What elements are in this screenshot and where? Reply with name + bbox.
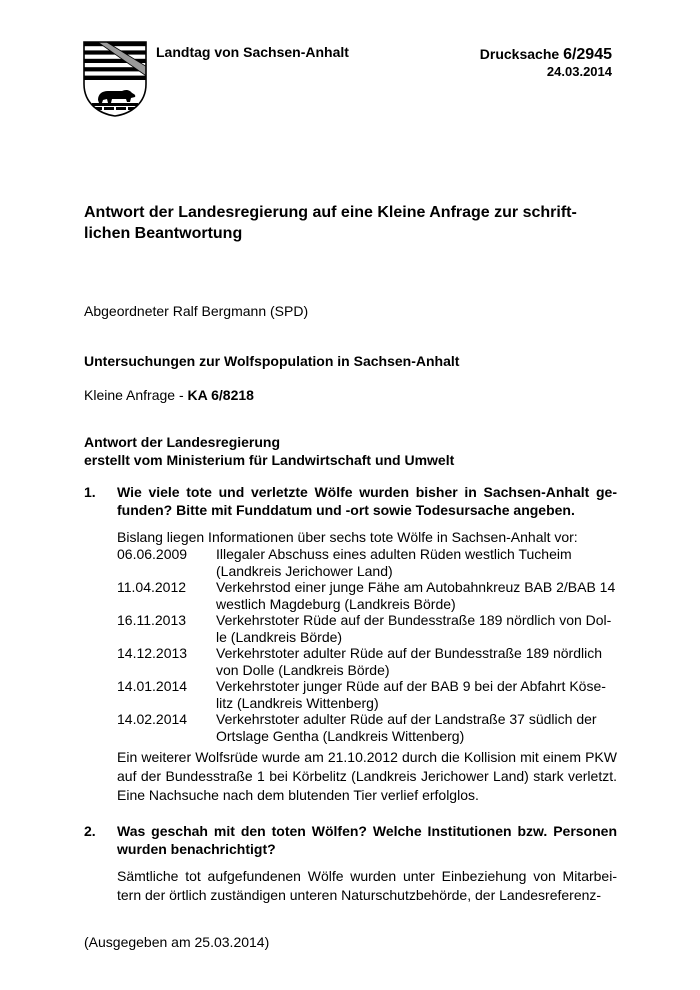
event-text: Verkehrstoter adulter Rüde auf der Landstraße 37 südlich der Ortslage Gentha (Landkreis Wittenberg) xyxy=(216,711,597,744)
document-date: 24.03.2014 xyxy=(546,64,612,79)
question-text: Was geschah mit den toten Wölfen? Welche Institutionen bzw. Personen wurden benachrichtigt? xyxy=(117,823,617,857)
question-number: 2. xyxy=(84,823,96,839)
coat-of-arms-icon xyxy=(82,40,148,118)
event-date: 06.06.2009 xyxy=(117,546,188,562)
document-title: Antwort der Landesregierung auf eine Kleine Anfrage zur schrift- lichen Beantwortung xyxy=(84,204,577,242)
answer-heading-line2: erstellt vom Ministerium für Landwirtschaft und Umwelt xyxy=(84,452,455,468)
event-text: Illegaler Abschuss eines adulten Rüden westlich Tucheim (Landkreis Jerichower Land) xyxy=(216,546,572,579)
inquiry-label: Kleine Anfrage - xyxy=(84,387,188,403)
question-number: 1. xyxy=(84,484,96,500)
event-text: Verkehrstoter Rüde auf der Bundesstraße 189 nördlich von Dol-le (Landkreis Börde) xyxy=(216,612,612,645)
table-row xyxy=(117,546,618,579)
table-row xyxy=(117,678,618,711)
author: Abgeordneter Ralf Bergmann (SPD) xyxy=(84,303,309,319)
table-row xyxy=(117,711,618,744)
event-date: 16.11.2013 xyxy=(117,612,187,628)
event-date: 14.12.2013 xyxy=(117,645,188,661)
answer-1-followup: Ein weiterer Wolfsrüde wurde am 21.10.2012 durch die Kollision mit einem PKW auf der Bundesstraße 1 bei Körbelitz (Landkreis Jerichower Land) stark verletzt. Eine Nachsuche nach dem blutenden Tier verlief erfolglos. xyxy=(117,749,617,803)
answer-2-text: Sämtliche tot aufgefundenen Wölfe wurden unter Einbeziehung von Mitarbei-tern der örtlich zuständigen unteren Naturschutzbehörde, der Landesreferenz- xyxy=(117,868,617,903)
question-text: Wie viele tote und verletzte Wölfe wurden bisher in Sachsen-Anhalt ge-funden? Bitte mit Funddatum und -ort sowie Todesursache angeben. xyxy=(117,484,617,518)
drucksache-label: Drucksache xyxy=(479,46,564,62)
drucksache-number: 6/2945 xyxy=(563,46,612,63)
inquiry-reference xyxy=(84,386,254,404)
event-text: Verkehrstoter adulter Rüde auf der Bundesstraße 189 nördlich von Dolle (Landkreis Börde) xyxy=(216,645,603,678)
publication-note: (Ausgegeben am 25.03.2014) xyxy=(84,934,270,950)
answer-1-intro: Bislang liegen Informationen über sechs tote Wölfe in Sachsen-Anhalt vor: xyxy=(117,529,578,545)
answer-heading-line1: Antwort der Landesregierung xyxy=(84,434,281,450)
event-text: Verkehrstod einer junge Fähe am Autobahnkreuz BAB 2/BAB 14 westlich Magdeburg (Landkreis Börde) xyxy=(216,579,616,612)
event-text: Verkehrstoter junger Rüde auf der BAB 9 bei der Abfahrt Köse-litz (Landkreis Wittenberg) xyxy=(216,678,606,711)
event-date: 11.04.2012 xyxy=(117,579,187,595)
parliament-name: Landtag von Sachsen-Anhalt xyxy=(156,44,349,60)
inquiry-number: KA 6/8218 xyxy=(187,387,254,403)
table-row xyxy=(117,579,618,612)
table-row xyxy=(117,645,618,678)
event-date: 14.01.2014 xyxy=(117,678,188,694)
event-date: 14.02.2014 xyxy=(117,711,188,727)
death-events-table xyxy=(117,546,618,744)
table-row xyxy=(117,612,618,645)
subject: Untersuchungen zur Wolfspopulation in Sachsen-Anhalt xyxy=(84,353,460,369)
document-reference xyxy=(480,46,612,80)
